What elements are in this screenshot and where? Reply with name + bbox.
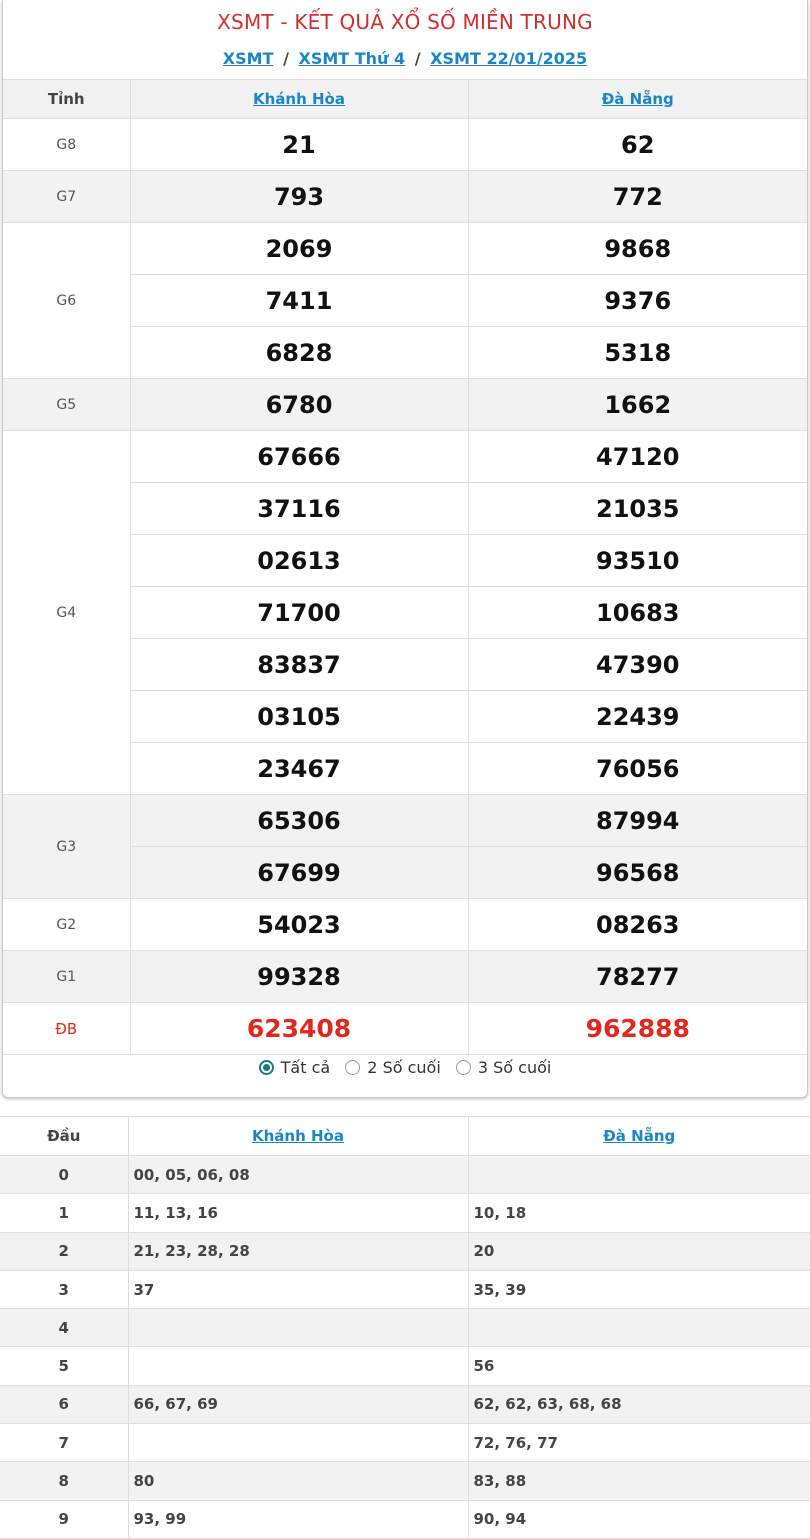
dau-values: 90, 94 [468, 1500, 810, 1538]
prize-number: 22439 [468, 691, 807, 743]
prize-number: 71700 [130, 587, 468, 639]
dau-row [0, 1500, 810, 1538]
radio-selected-icon[interactable] [259, 1060, 274, 1075]
number-filter [3, 1058, 807, 1079]
dau-values [128, 1424, 468, 1462]
results-card [2, 0, 808, 1098]
prize-number: 65306 [130, 795, 468, 847]
dau-row [0, 1232, 810, 1270]
prize-number: 623408 [130, 1003, 468, 1055]
prize-number: 2069 [130, 223, 468, 275]
prize-number: 21 [130, 119, 468, 171]
dau-digit: 3 [0, 1270, 128, 1308]
prize-row [3, 899, 807, 951]
dau-values: 56 [468, 1347, 810, 1385]
dau-row [0, 1194, 810, 1232]
prize-number: 83837 [130, 639, 468, 691]
prize-number: 47120 [468, 431, 807, 483]
filter-option-last-2[interactable] [345, 1058, 440, 1077]
results-header-row [3, 80, 807, 119]
dau-loto-table [0, 1116, 810, 1539]
province-column-header: Tỉnh [3, 80, 130, 119]
dau-values [468, 1309, 810, 1347]
dau-row [0, 1424, 810, 1462]
dau-values [468, 1156, 810, 1194]
breadcrumb-xsmt-link[interactable]: XSMT [222, 49, 274, 68]
dau-values: 66, 67, 69 [128, 1385, 468, 1423]
prize-label: G1 [3, 951, 130, 1003]
prize-row [3, 379, 807, 431]
prize-number: 08263 [468, 899, 807, 951]
prize-label: G5 [3, 379, 130, 431]
prize-number: 03105 [130, 691, 468, 743]
breadcrumb [3, 49, 807, 68]
dau-values: 20 [468, 1232, 810, 1270]
prize-number: 54023 [130, 899, 468, 951]
results-table [3, 79, 807, 1055]
prize-row [3, 951, 807, 1003]
prize-number: 87994 [468, 795, 807, 847]
dau-province-header [128, 1117, 468, 1156]
dau-values: 00, 05, 06, 08 [128, 1156, 468, 1194]
prize-number: 10683 [468, 587, 807, 639]
dau-province-link-khanh-hoa[interactable]: Khánh Hòa [252, 1127, 344, 1145]
prize-number: 99328 [130, 951, 468, 1003]
prize-number: 6828 [130, 327, 468, 379]
dau-values: 93, 99 [128, 1500, 468, 1538]
prize-number: 67699 [130, 847, 468, 899]
dau-province-header [468, 1117, 810, 1156]
dau-row [0, 1462, 810, 1500]
prize-row [3, 223, 807, 275]
dau-digit: 9 [0, 1500, 128, 1538]
dau-digit: 7 [0, 1424, 128, 1462]
prize-label: G4 [3, 431, 130, 795]
prize-number: 1662 [468, 379, 807, 431]
breadcrumb-xsmt-date-link[interactable]: XSMT 22/01/2025 [430, 49, 588, 68]
province-link-khanh-hoa[interactable]: Khánh Hòa [253, 90, 345, 108]
prize-row [3, 171, 807, 223]
dau-digit: 8 [0, 1462, 128, 1500]
dau-values: 80 [128, 1462, 468, 1500]
dau-row [0, 1347, 810, 1385]
radio-empty-icon[interactable] [456, 1060, 471, 1075]
dau-row [0, 1309, 810, 1347]
prize-number: 793 [130, 171, 468, 223]
prize-label: G2 [3, 899, 130, 951]
prize-number: 7411 [130, 275, 468, 327]
province-link-da-nang[interactable]: Đà Nẵng [601, 90, 674, 108]
prize-number: 76056 [468, 743, 807, 795]
prize-label: G6 [3, 223, 130, 379]
dau-row [0, 1270, 810, 1308]
prize-row [3, 1003, 807, 1055]
dau-values: 11, 13, 16 [128, 1194, 468, 1232]
filter-option-last-3[interactable] [456, 1058, 551, 1077]
prize-number: 9376 [468, 275, 807, 327]
dau-row [0, 1156, 810, 1194]
dau-header-row [0, 1117, 810, 1156]
prize-number: 78277 [468, 951, 807, 1003]
prize-number: 62 [468, 119, 807, 171]
dau-digit: 4 [0, 1309, 128, 1347]
prize-number: 23467 [130, 743, 468, 795]
dau-column-header: Đầu [0, 1117, 128, 1156]
prize-row [3, 119, 807, 171]
prize-number: 9868 [468, 223, 807, 275]
province-header-cell [468, 80, 807, 119]
prize-number: 96568 [468, 847, 807, 899]
prize-number: 6780 [130, 379, 468, 431]
dau-province-link-da-nang[interactable]: Đà Nẵng [603, 1127, 676, 1145]
dau-values: 35, 39 [468, 1270, 810, 1308]
dau-digit: 6 [0, 1385, 128, 1423]
dau-digit: 2 [0, 1232, 128, 1270]
prize-number: 5318 [468, 327, 807, 379]
province-header-cell [130, 80, 468, 119]
prize-row [3, 795, 807, 847]
dau-values: 10, 18 [468, 1194, 810, 1232]
prize-number: 93510 [468, 535, 807, 587]
breadcrumb-separator: / [283, 49, 289, 68]
prize-number: 47390 [468, 639, 807, 691]
page-title: XSMT - KẾT QUẢ XỔ SỐ MIỀN TRUNG [217, 10, 593, 34]
prize-number: 772 [468, 171, 807, 223]
breadcrumb-xsmt-thu4-link[interactable]: XSMT Thứ 4 [298, 49, 406, 68]
breadcrumb-separator: / [414, 49, 421, 68]
filter-option-all[interactable] [259, 1058, 331, 1077]
dau-digit: 5 [0, 1347, 128, 1385]
prize-number: 962888 [468, 1003, 807, 1055]
prize-number: 21035 [468, 483, 807, 535]
prize-label: ĐB [3, 1003, 130, 1055]
prize-label: G3 [3, 795, 130, 899]
filter-option-label: 3 Số cuối [477, 1058, 552, 1077]
dau-values: 21, 23, 28, 28 [128, 1232, 468, 1270]
prize-number: 37116 [130, 483, 468, 535]
prize-label: G7 [3, 171, 130, 223]
dau-values [128, 1309, 468, 1347]
prize-number: 67666 [130, 431, 468, 483]
radio-empty-icon[interactable] [345, 1060, 360, 1075]
dau-values: 83, 88 [468, 1462, 810, 1500]
dau-values [128, 1347, 468, 1385]
dau-values: 37 [128, 1270, 468, 1308]
filter-option-label: Tất cả [280, 1058, 331, 1077]
prize-row [3, 431, 807, 483]
filter-option-label: 2 Số cuối [367, 1058, 441, 1077]
dau-row [0, 1385, 810, 1423]
dau-digit: 0 [0, 1156, 128, 1194]
prize-label: G8 [3, 119, 130, 171]
dau-digit: 1 [0, 1194, 128, 1232]
prize-number: 02613 [130, 535, 468, 587]
dau-values: 72, 76, 77 [468, 1424, 810, 1462]
dau-values: 62, 62, 63, 68, 68 [468, 1385, 810, 1423]
